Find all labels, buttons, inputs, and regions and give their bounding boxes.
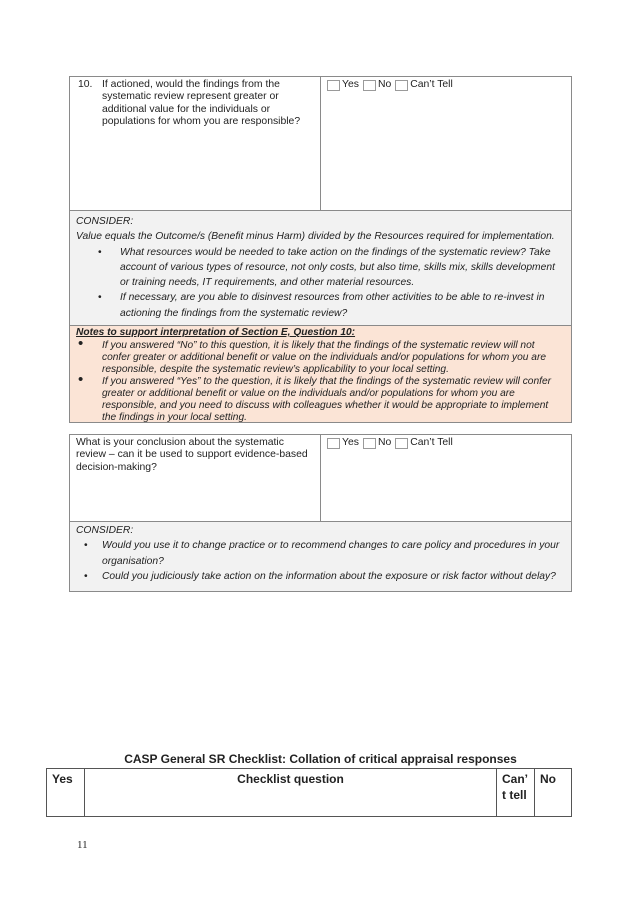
yes-checkbox[interactable]: [327, 438, 340, 449]
yes-checkbox[interactable]: [327, 80, 340, 91]
no-checkbox[interactable]: [363, 80, 376, 91]
cant-tell-checkbox[interactable]: [395, 80, 408, 91]
consider-block-conclusion: [69, 521, 572, 592]
no-checkbox[interactable]: [363, 438, 376, 449]
no-label: No: [377, 437, 392, 448]
page-number: 11: [77, 839, 88, 851]
consider-heading: CONSIDER:: [76, 525, 134, 536]
header-cant-tell: Can’ t tell: [497, 769, 535, 816]
yes-label: Yes: [342, 79, 359, 90]
notes-title: Notes to support interpretation of Section E, Question 10:: [76, 327, 356, 338]
collation-table-header: [46, 768, 572, 817]
notes-item: • If you answered “Yes” to the question, it is likely that the findings of the systematic review will confer greater or additional benefit or value on the individuals and/or populations for whom you are responsible, and you need to discuss with colleagues whether it would be appropriate to implement the findings in your local setting.: [78, 371, 552, 423]
question-number: 10.: [78, 79, 93, 90]
conclusion-question-cell: What is your conclusion about the systematic review – can it be used to support evidence-based decision-making?: [70, 435, 321, 521]
notes-item: • If you answered “No” to this question, it is likely that the findings of the systematic review will not confer greater or additional benefit or value on the individuals and/or populations for whom you are responsible, despite the systematic review’s applicability to your local setting.: [78, 335, 546, 375]
answer-options: [327, 79, 565, 91]
consider-bullet: • If necessary, are you able to disinvest resources from other activities to be able to re-invest in actioning the findings from the systematic review?: [98, 292, 545, 319]
cant-tell-label: Can’t Tell: [410, 437, 453, 448]
consider-bullet: • Could you judiciously take action on the information about the exposure or risk factor without delay?: [84, 570, 556, 582]
answer-options: [327, 437, 565, 449]
cant-tell-label: Can’t Tell: [410, 79, 453, 90]
question-10-answer-cell: [321, 77, 571, 210]
consider-bullet-list: [76, 538, 565, 584]
consider-heading: CONSIDER:: [76, 216, 134, 227]
header-no: No: [540, 772, 556, 786]
question-10-table: [69, 76, 572, 211]
conclusion-table: [69, 434, 572, 522]
consider-bullet: • What resources would be needed to take action on the findings of the systematic review? Take account of various types of resource, not only costs, but also time, skills mix, skills development or training needs, IT requirements, and other material resources.: [98, 246, 555, 289]
header-yes: Yes: [47, 769, 85, 816]
consider-intro: Value equals the Outcome/s (Benefit minus Harm) divided by the Resources required for implementation.: [76, 231, 555, 243]
question-10-text: If actioned, would the findings from the systematic review represent greater or additional value for the individuals or populations for whom you are responsible?: [102, 79, 301, 128]
notes-block: [69, 325, 572, 423]
no-label: No: [377, 79, 392, 90]
notes-list: [76, 335, 565, 424]
question-10-cell: [70, 77, 321, 210]
consider-bullet: • Would you use it to change practice or to recommend changes to care policy and procedures in your organisation?: [84, 540, 560, 567]
consider-block-question-10: [69, 210, 572, 326]
collation-title: CASP General SR Checklist: Collation of critical appraisal responses: [124, 752, 517, 766]
cant-tell-checkbox[interactable]: [395, 438, 408, 449]
yes-label: Yes: [342, 437, 359, 448]
header-checklist-question: Checklist question: [85, 769, 497, 816]
conclusion-answer-cell: [321, 435, 571, 521]
consider-bullet-list: [76, 245, 565, 321]
